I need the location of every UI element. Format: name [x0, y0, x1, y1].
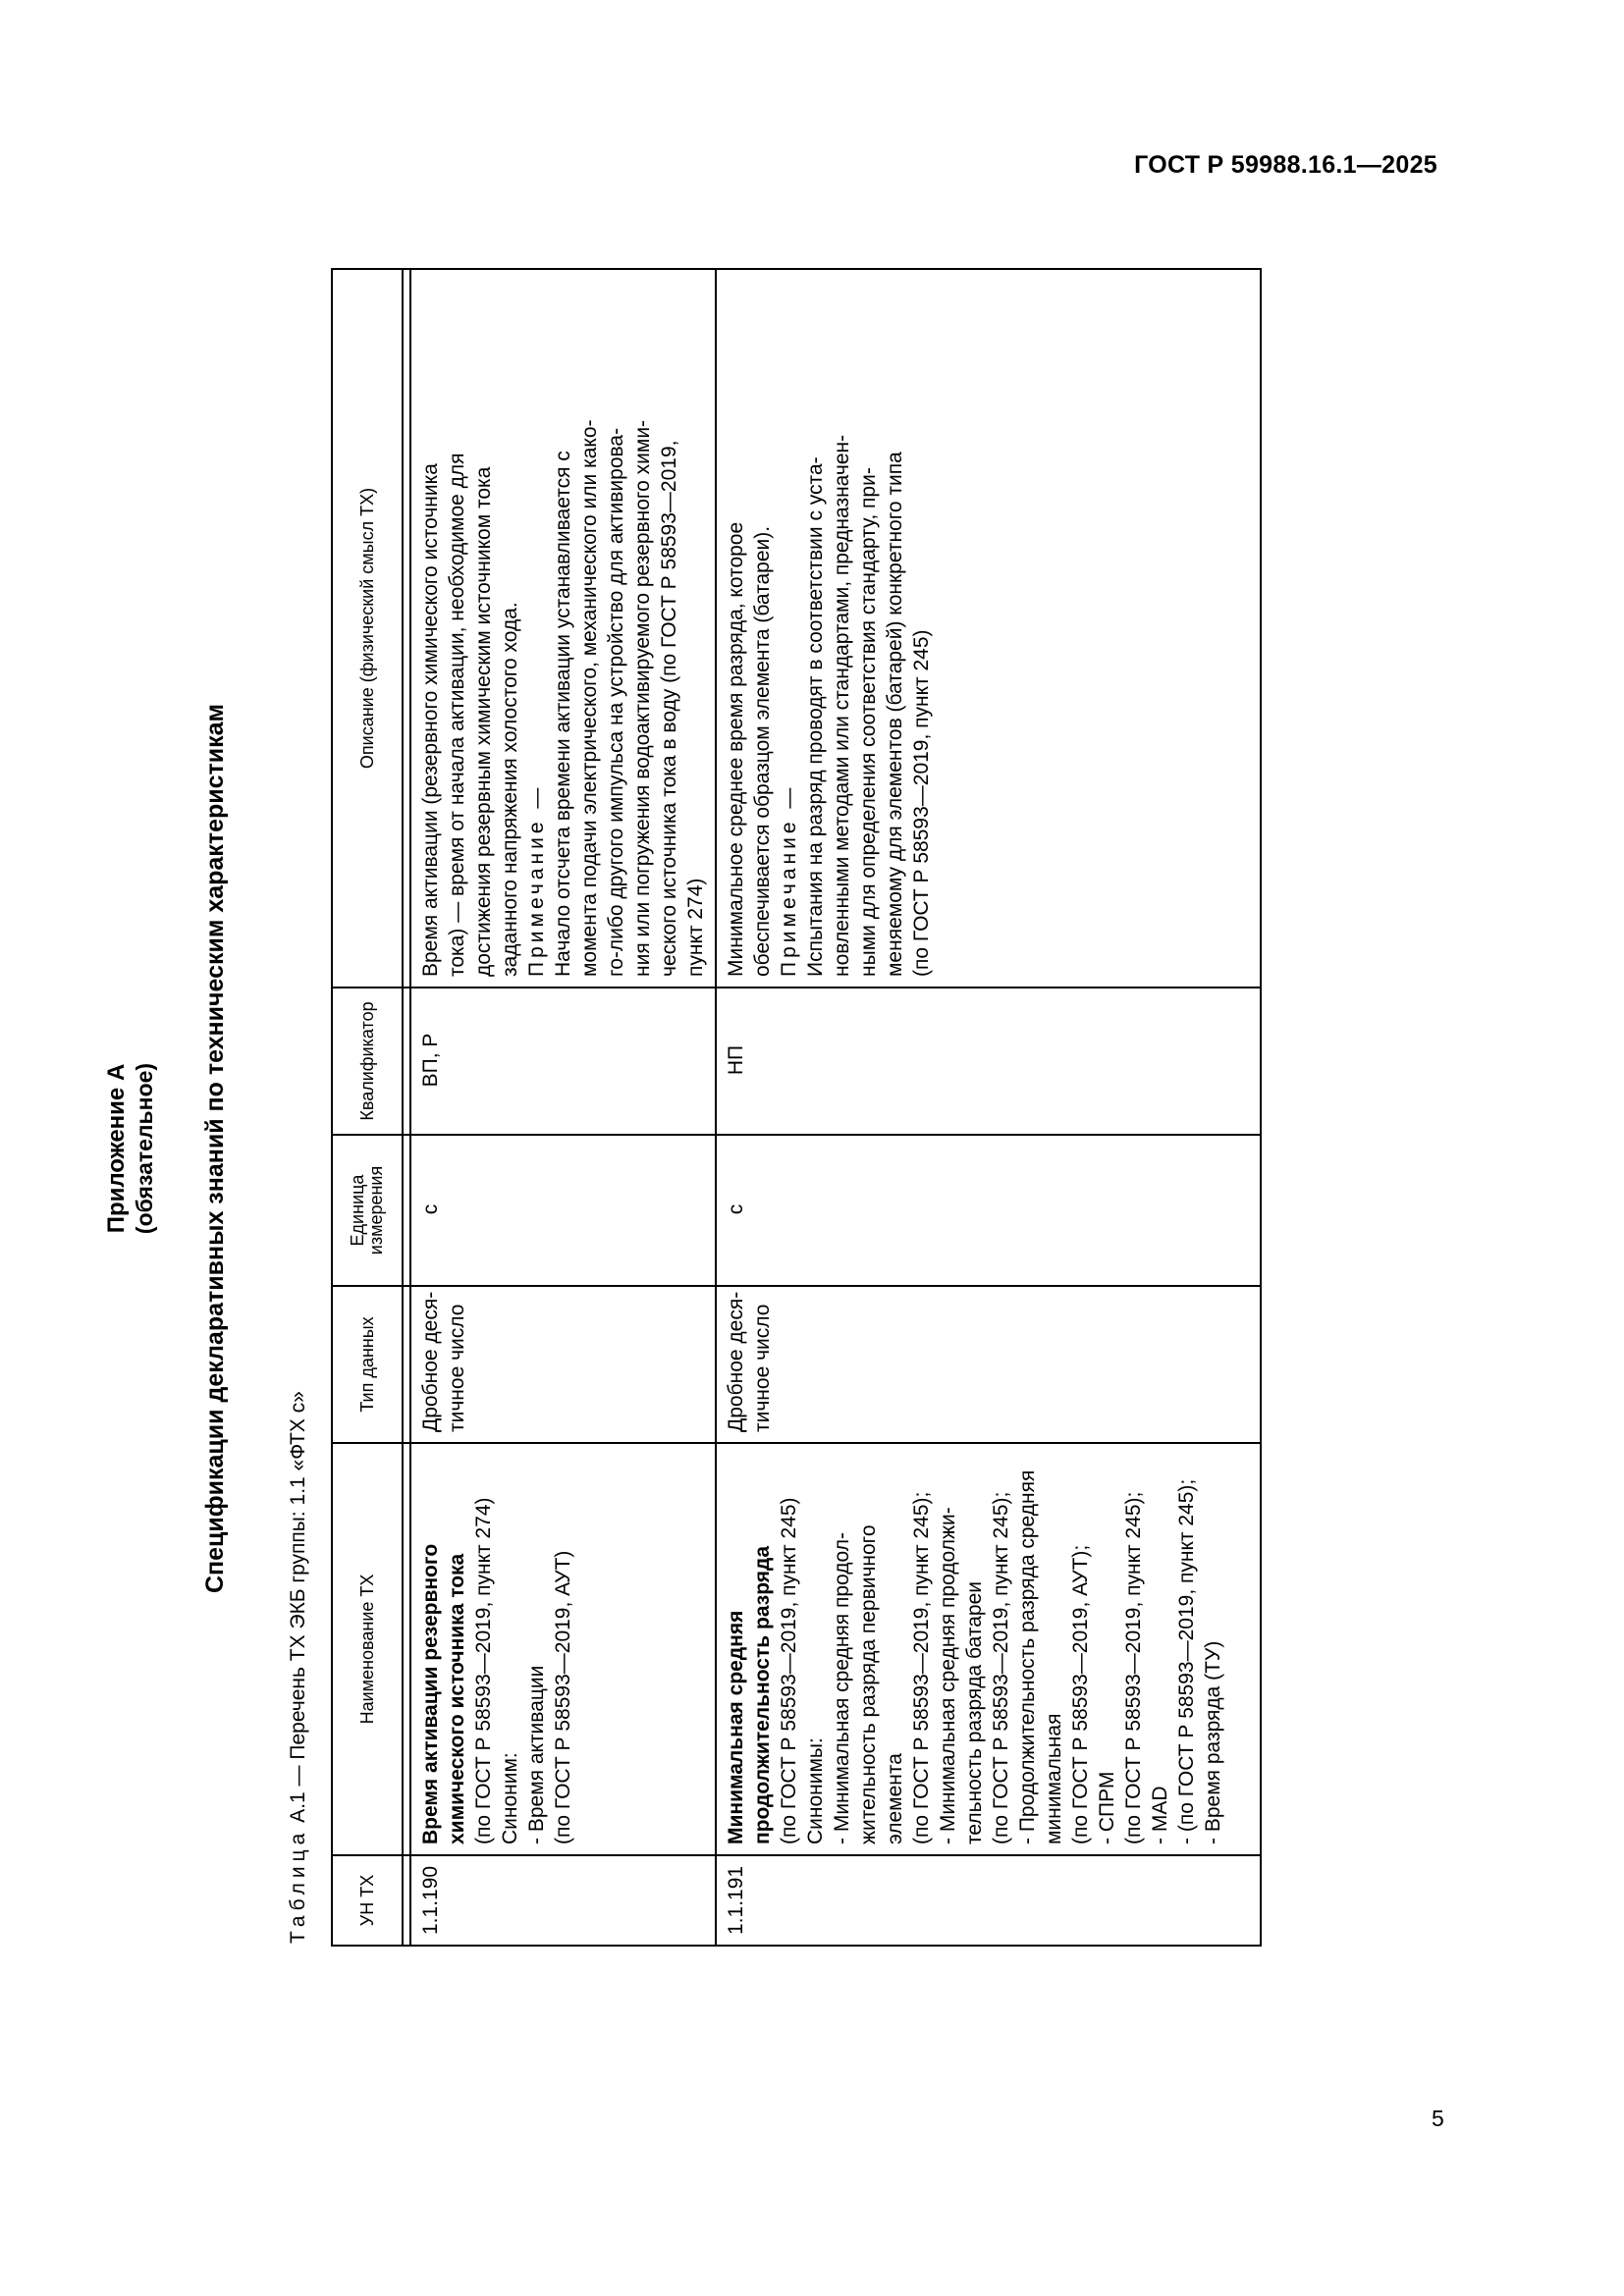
data-type-line: Дробное деся-: [419, 1291, 442, 1432]
desc-line: заданного напряжения холостого хода.: [499, 602, 521, 977]
note-line: пункт 274): [684, 878, 707, 977]
note-line: ния или погружения водоактивируемого резервного хими-: [631, 419, 654, 977]
col-header-qualifier: Квалификатор: [332, 988, 403, 1135]
cell-qualifier: ВП, Р: [410, 988, 716, 1135]
name-line: - Время разряда (ТУ): [1202, 1640, 1224, 1844]
name-line: - Минимальная средняя продолжи-: [937, 1507, 959, 1844]
name-line: - MAD: [1149, 1786, 1171, 1844]
name-bold-line: Время активации резервного: [419, 1543, 442, 1844]
name-line: (по ГОСТ Р 58593—2019, АУТ);: [1069, 1544, 1092, 1844]
table-row: [410, 269, 716, 1946]
name-line: - Продолжительность разряда средняя: [1016, 1469, 1039, 1844]
appendix-status: (обязательное): [132, 1062, 157, 1235]
cell-description: [716, 269, 1261, 988]
appendix-heading: [103, 216, 158, 2081]
table-caption-lead: Таблица: [287, 1828, 309, 1944]
separator-cell: [403, 269, 410, 988]
cell-description: [410, 269, 716, 988]
data-type-line: Дробное деся-: [725, 1291, 747, 1432]
note-line: момента подачи электрического, механического или како-: [578, 419, 601, 977]
note-line: (по ГОСТ Р 58593—2019, пункт 245): [910, 629, 933, 977]
table-row: [716, 269, 1261, 1946]
name-line: тельность разряда батареи: [963, 1581, 986, 1844]
cell-data-type: [410, 1286, 716, 1443]
cell-unit: с: [410, 1135, 716, 1286]
tech-characteristics-table: [331, 268, 1262, 1947]
note-label: Примечание —: [778, 783, 800, 977]
cell-name: [716, 1443, 1261, 1855]
appendix-title: Приложение А: [103, 1063, 130, 1234]
name-bold-line: продолжительность разряда: [751, 1545, 774, 1844]
section-title: Спецификации декларативных знаний по техническим характеристикам: [201, 703, 229, 1594]
desc-line: обеспечивается образцом элемента (батареи).: [751, 525, 774, 977]
desc-line: достижения резервным химическим источником тока: [472, 466, 495, 977]
name-line: элемента: [884, 1753, 906, 1844]
col-header-description: Описание (физический смысл ТХ): [332, 269, 403, 988]
header-separator-row: [403, 269, 410, 1946]
desc-line: Минимальное среднее время разряда, которое: [725, 521, 747, 977]
name-line: - Время активации: [525, 1665, 548, 1844]
name-line: (по ГОСТ Р 58593—2019, АУТ): [552, 1550, 574, 1844]
separator-cell: [403, 1286, 410, 1443]
desc-line: тока) — время от начала активации, необходимое для: [446, 453, 468, 977]
name-line: (по ГОСТ Р 58593—2019, пункт 245);: [990, 1491, 1012, 1844]
desc-line: Время активации (резервного химического источника: [419, 463, 442, 977]
name-line: - (по ГОСТ Р 58593—2019, пункт 245);: [1175, 1478, 1198, 1844]
name-line: (по ГОСТ Р 58593—2019, пункт 245);: [1122, 1491, 1145, 1844]
cell-qualifier: НП: [716, 988, 1261, 1135]
note-line: ными для определения соответствия стандарту, при-: [857, 467, 880, 977]
cell-unit: с: [716, 1135, 1261, 1286]
data-type-line: тичное число: [751, 1304, 774, 1432]
separator-cell: [403, 1135, 410, 1286]
name-line: - СПРМ: [1096, 1771, 1118, 1844]
note-line: меняемому для элементов (батарей) конкретного типа: [884, 452, 906, 977]
name-line: (по ГОСТ Р 58593—2019, пункт 245): [778, 1497, 800, 1844]
col-header-data-type: Тип данных: [332, 1286, 403, 1443]
name-line: (по ГОСТ Р 58593—2019, пункт 245);: [910, 1491, 933, 1844]
table-header-row: [332, 269, 403, 1946]
note-line: го-либо другого импульса на устройство для активирова-: [605, 427, 627, 977]
separator-cell: [403, 1855, 410, 1946]
col-header-unit: Единица измерения: [332, 1135, 403, 1286]
name-bold-line: Минимальная средняя: [725, 1610, 747, 1844]
cell-name: [410, 1443, 716, 1855]
col-header-name: Наименование ТХ: [332, 1443, 403, 1855]
cell-id: 1.1.190: [410, 1855, 716, 1946]
cell-data-type: [716, 1286, 1261, 1443]
name-line: жительность разряда первичного: [857, 1524, 880, 1844]
note-line: ческого источника тока в воду (по ГОСТ Р 58593—2019,: [658, 440, 680, 977]
rotated-page-content: [103, 216, 1340, 2081]
table-caption: [287, 1391, 310, 1944]
note-line: новленными методами или стандартами, предназначен-: [831, 434, 853, 977]
name-line: минимальная: [1043, 1713, 1065, 1844]
table-caption-text: А.1 — Перечень ТХ ЭКБ группы: 1.1 «ФТХ с»: [287, 1391, 309, 1823]
name-line: Синоним:: [499, 1752, 521, 1844]
standard-code: ГОСТ Р 59988.16.1—2025: [1134, 151, 1437, 179]
col-header-id: УН ТХ: [332, 1855, 403, 1946]
name-line: Синонимы:: [804, 1737, 827, 1844]
name-line: (по ГОСТ Р 58593—2019, пункт 274): [472, 1497, 495, 1844]
separator-cell: [403, 1443, 410, 1855]
name-line: - Минимальная средняя продол-: [831, 1532, 853, 1844]
separator-cell: [403, 988, 410, 1135]
cell-id: 1.1.191: [716, 1855, 1261, 1946]
note-line: Начало отсчета времени активации устанавливается с: [552, 451, 574, 977]
data-type-line: тичное число: [446, 1304, 468, 1432]
name-bold-line: химического источника тока: [446, 1553, 468, 1844]
note-line: Испытания на разряд проводят в соответствии с уста-: [804, 456, 827, 977]
page-number: 5: [1432, 2106, 1444, 2131]
note-label: Примечание —: [525, 783, 548, 977]
